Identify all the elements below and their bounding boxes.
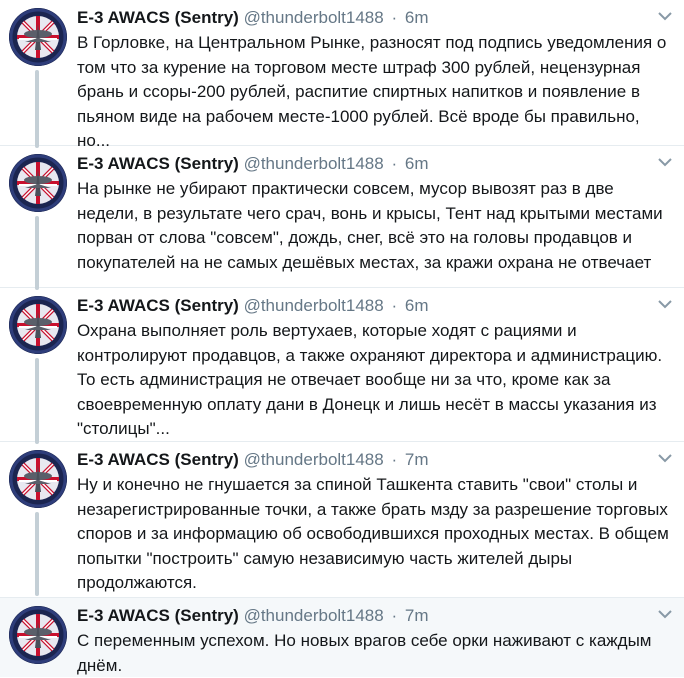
separator-dot: ·: [391, 606, 398, 625]
avatar-logo-icon: [9, 450, 67, 508]
tweet[interactable]: [0, 442, 684, 598]
chevron-down-icon[interactable]: [656, 452, 674, 464]
separator-dot: ·: [391, 450, 398, 469]
tweet-header: [77, 450, 644, 472]
avatar-logo-icon: [9, 154, 67, 212]
tweet-text: На рынке не убирают практически совсем, мусор вывозят раз в две недели, в результате чего срач, вонь и крысы, Тент над крытыми местами порван от слова "совсем", дождь, снег, всё это на головы продавцов и покупателей на не самых дешёвых местах, за кражи охрана не отвечает: [77, 179, 663, 272]
avatar[interactable]: [9, 154, 67, 212]
tweet-header: [77, 296, 644, 318]
tweet-header: [77, 8, 644, 30]
chevron-down-icon[interactable]: [656, 608, 674, 620]
user-handle[interactable]: @thunderbolt1488: [243, 450, 384, 469]
timestamp[interactable]: 6m: [404, 8, 429, 27]
thread-connector: [35, 358, 39, 444]
tweet-text: В Горловке, на Центральном Рынке, разносят под подпись уведомления о том что за курение на торговом месте штраф 300 рублей, нецензурная брань и ссоры-200 рублей, распитие спиртных напитков и появление в пьяном виде на рабочем месте-1000 рублей. Всё вроде бы правильно, но...: [77, 33, 667, 150]
timestamp[interactable]: 7m: [404, 450, 429, 469]
display-name[interactable]: E-3 AWACS (Sentry): [77, 450, 239, 469]
avatar-logo-icon: [9, 606, 67, 664]
user-handle[interactable]: @thunderbolt1488: [243, 606, 384, 625]
tweet[interactable]: [0, 0, 684, 150]
tweet-text: Охрана выполняет роль вертухаев, которые ходят с рациями и контролируют продавцов, а также охраняют директора и администрацию. То есть администрация не отвечает вообще ни за что, кроме как за своевременную оплату дани в Донецк и лишь несёт в массы указания из "столицы"...: [77, 321, 663, 438]
separator-dot: ·: [391, 296, 398, 315]
tweet-header: [77, 606, 644, 628]
thread-connector: [35, 512, 39, 596]
thread-connector: [35, 216, 39, 290]
chevron-down-icon[interactable]: [656, 298, 674, 310]
avatar[interactable]: [9, 8, 67, 66]
avatar-logo-icon: [9, 296, 67, 354]
display-name[interactable]: E-3 AWACS (Sentry): [77, 154, 239, 173]
display-name[interactable]: E-3 AWACS (Sentry): [77, 8, 239, 27]
separator-dot: ·: [391, 154, 398, 173]
tweet[interactable]: [0, 146, 684, 288]
tweet[interactable]: [0, 288, 684, 442]
display-name[interactable]: E-3 AWACS (Sentry): [77, 606, 239, 625]
timestamp[interactable]: 6m: [404, 154, 429, 173]
thread-connector: [35, 70, 39, 148]
thread-connector: [35, 140, 39, 146]
user-handle[interactable]: @thunderbolt1488: [243, 8, 384, 27]
tweet-focused[interactable]: [0, 598, 684, 677]
separator-dot: ·: [391, 8, 398, 27]
tweet-header: [77, 154, 644, 176]
tweet-text: С переменным успехом. Но новых врагов себе орки наживают с каждым днём.: [77, 631, 652, 675]
avatar[interactable]: [9, 296, 67, 354]
timestamp[interactable]: 6m: [404, 296, 429, 315]
tweet-text: Ну и конечно не гнушается за спиной Ташкента ставить "свои" столы и незарегистрированные точки, а также брать мзду за разрешение торговых споров и за информацию об освободившихся проходных местах. В общем попытки "построить" самую независимую часть жителей дыры продолжаются.: [77, 475, 669, 592]
chevron-down-icon[interactable]: [656, 156, 674, 168]
avatar[interactable]: [9, 450, 67, 508]
timestamp[interactable]: 7m: [404, 606, 429, 625]
display-name[interactable]: E-3 AWACS (Sentry): [77, 296, 239, 315]
user-handle[interactable]: @thunderbolt1488: [243, 296, 384, 315]
chevron-down-icon[interactable]: [656, 10, 674, 22]
avatar-logo-icon: [9, 8, 67, 66]
avatar[interactable]: [9, 606, 67, 664]
user-handle[interactable]: @thunderbolt1488: [243, 154, 384, 173]
